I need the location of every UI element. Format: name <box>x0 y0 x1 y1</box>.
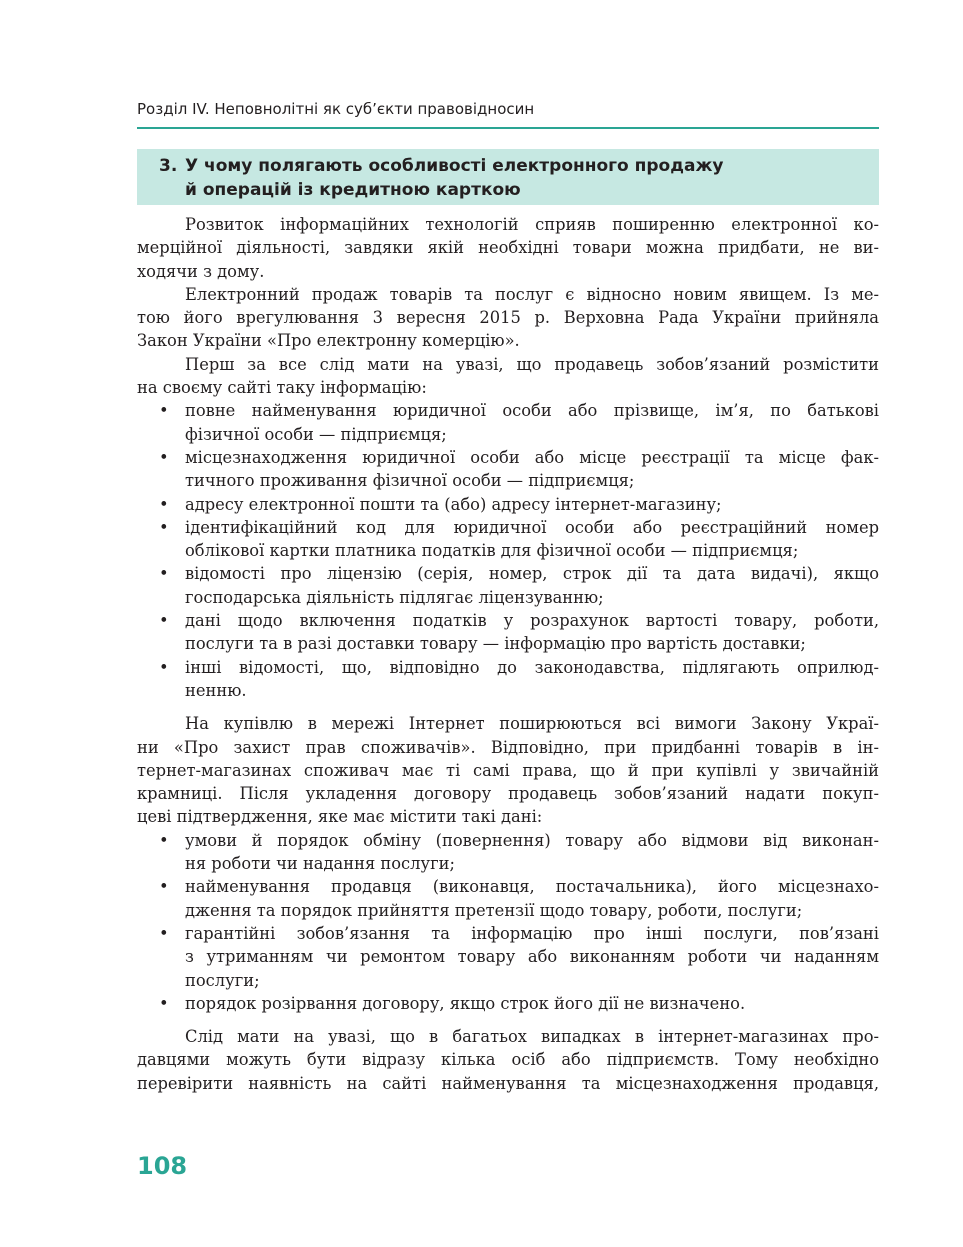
list-item <box>137 446 879 493</box>
list-item <box>137 399 879 446</box>
text-line: • гарантійні зобов’язання та інформацію про інші послуги, пов’язані <box>137 922 879 945</box>
paragraph-3 <box>137 353 879 400</box>
text-line: тичного проживання фізичної особи — підприємця; <box>185 471 635 491</box>
text-line: На купівлю в мережі Інтернет поширюються всі вимоги Закону Украї- <box>185 714 879 734</box>
text-line: • порядок розірвання договору, якщо строк його дії не визначено. <box>137 992 879 1015</box>
text-line: на своєму сайті таку інформацію: <box>137 378 427 398</box>
paragraph-2 <box>137 283 879 353</box>
list-item <box>137 992 879 1015</box>
bullet-icon: • <box>159 447 169 467</box>
text-line: господарська діяльність підлягає ліцензуванню; <box>185 587 604 607</box>
text-line: • найменування продавця (виконавця, постачальника), його місцезнахо- <box>137 875 879 898</box>
bullet-icon: • <box>159 517 169 537</box>
spacer <box>137 1015 879 1025</box>
bullet-icon: • <box>159 494 169 514</box>
text-line: Слід мати на увазі, що в багатьох випадках в інтернет-магазинах про- <box>185 1027 879 1047</box>
bullet-icon: • <box>159 993 169 1013</box>
paragraph-4 <box>137 712 879 828</box>
text-line: Розвиток інформаційних технологій сприяв поширенню електронної ко- <box>185 215 879 234</box>
text-line: облікової картки платника податків для фізичної особи — підприємця; <box>185 541 799 561</box>
paragraph-5 <box>137 1025 879 1095</box>
text-line: Електронний продаж товарів та послуг є відносно новим явищем. Із ме- <box>185 284 879 304</box>
text-line: давцями можуть бути відразу кілька осіб або підприємств. Тому необхідно <box>137 1050 879 1070</box>
list-item <box>137 516 879 563</box>
text-line: з утриманням чи ремонтом товару або виконанням роботи чи наданням <box>185 947 879 967</box>
text-line: послуги та в разі доставки товару — інформацію про вартість доставки; <box>185 634 806 654</box>
list-item <box>137 829 879 876</box>
text-line: ни «Про захист прав споживачів». Відповідно, при придбанні товарів в ін- <box>137 737 879 757</box>
section-title-line-1: У чому полягають особливості електронного продажу <box>185 156 724 176</box>
text-line: • інші відомості, що, відповідно до законодавства, підлягають оприлюд- <box>137 656 879 679</box>
bullet-icon: • <box>159 611 169 631</box>
text-line: мерційної діяльності, завдяки якій необхідні товари можна придбати, не ви- <box>137 238 879 258</box>
text-line: • адресу електронної пошти та (або) адресу інтернет-магазину; <box>137 493 879 516</box>
text-line: • дані щодо включення податків у розрахунок вартості товару, роботи, <box>137 609 879 632</box>
list-item <box>137 656 879 703</box>
text-line: • умови й порядок обміну (повернення) товару або відмови від виконан- <box>137 829 879 852</box>
section-title-line-2: й операцій із кредитною карткою <box>185 180 521 200</box>
text-line: ходячи з дому. <box>137 261 265 281</box>
text-line: цеві підтвердження, яке має містити такі дані: <box>137 807 543 827</box>
bullet-icon: • <box>159 877 169 897</box>
section-heading <box>137 149 879 205</box>
bullet-icon: • <box>159 830 169 850</box>
bullet-icon: • <box>159 564 169 584</box>
text-line: • місцезнаходження юридичної особи або місце реєстрації та місце фак- <box>137 446 879 469</box>
text-line: крамниці. Після укладення договору продавець зобов’язаний надати покуп- <box>137 784 879 804</box>
text-line: перевірити наявність на сайті найменування та місцезнаходження продавця, <box>137 1073 879 1093</box>
list-item <box>137 609 879 656</box>
list-item <box>137 922 879 992</box>
text-line: Перш за все слід мати на увазі, що продавець зобов’язаний розмістити <box>185 354 879 374</box>
body-text <box>137 213 879 1095</box>
bullet-icon: • <box>159 401 169 421</box>
header-rule <box>137 127 879 129</box>
page-number: 108 <box>137 1152 188 1180</box>
text-line: тою його врегулювання 3 вересня 2015 р. Верховна Рада України прийняла <box>137 308 879 328</box>
running-head: Розділ IV. Неповнолітні як суб’єкти правовідносин <box>137 100 535 118</box>
paragraph-1 <box>137 213 879 283</box>
confirmation-list <box>137 829 879 1015</box>
text-line: • ідентифікаційний код для юридичної особи або реєстраційний номер <box>137 516 879 539</box>
list-item <box>137 875 879 922</box>
text-line: фізичної особи — підприємця; <box>185 424 447 444</box>
section-heading-line-1 <box>159 154 869 178</box>
requirements-list <box>137 399 879 702</box>
text-line: ненню. <box>185 680 247 700</box>
text-line: Закон України «Про електронну комерцію». <box>137 331 520 351</box>
text-line: • повне найменування юридичної особи або прізвище, ім’я, по батькові <box>137 399 879 422</box>
text-line: • відомості про ліцензію (серія, номер, строк дії та дата видачі), якщо <box>137 562 879 585</box>
text-line: дження та порядок прийняття претензії щодо товару, роботи, послуги; <box>185 900 803 920</box>
spacer <box>137 702 879 712</box>
text-line: ня роботи чи надання послуги; <box>185 854 455 874</box>
list-item <box>137 562 879 609</box>
bullet-icon: • <box>159 657 169 677</box>
list-item <box>137 493 879 516</box>
text-line: послуги; <box>185 970 260 990</box>
text-line: тернет-магазинах споживач має ті самі права, що й при купівлі у звичайній <box>137 760 879 780</box>
section-number: 3. <box>159 156 178 176</box>
bullet-icon: • <box>159 923 169 943</box>
